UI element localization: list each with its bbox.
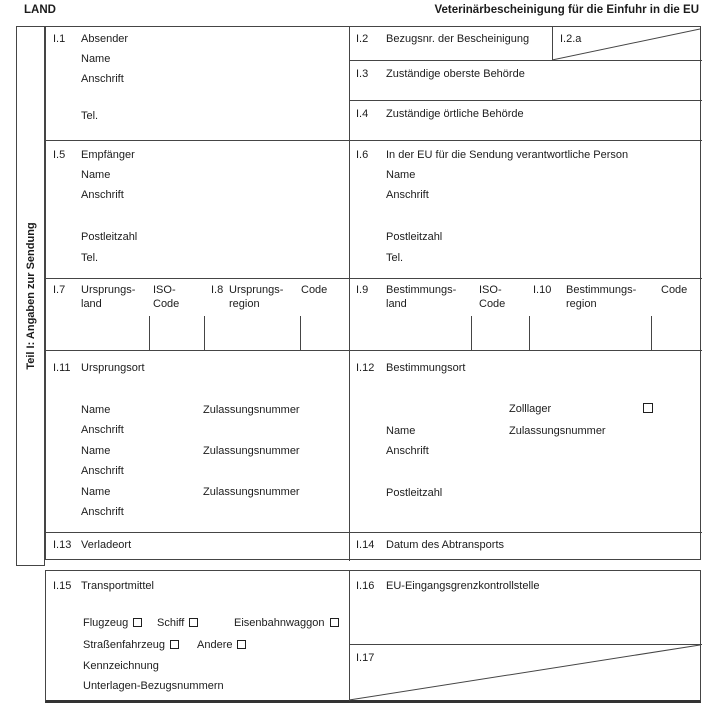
field-label: Unterlagen-Bezugsnummern [83,680,224,692]
field-label: Code [479,298,506,310]
field-label: Name [81,445,111,457]
field-title: Verladeort [81,539,132,551]
field-label: Anschrift [386,445,429,457]
form-grid-lower [45,570,701,703]
field-number: I.9 [356,284,369,296]
field-label: Anschrift [81,189,124,201]
schiff-checkbox[interactable] [189,618,198,627]
andere-checkbox[interactable] [237,640,246,649]
field-label: Code [153,298,180,310]
cell-i4-oertliche-behoerde [349,100,702,140]
cell-i16-grenzkontrollstelle [349,571,702,644]
field-title: Bestimmungsort [386,362,466,374]
field-label: Anschrift [81,506,124,518]
field-title: Ursprungs- [229,284,284,296]
checkbox-option-strassenfahrzeug [83,639,179,652]
field-label: Zulassungsnummer [203,404,300,416]
checkbox-option-schiff [157,617,198,630]
field-label: Name [386,425,416,437]
field-title: land [81,298,102,310]
field-label: ISO- [479,284,502,296]
field-number: I.10 [533,284,552,296]
field-label: Anschrift [81,465,124,477]
field-label: Zulassungsnummer [203,486,300,498]
field-title: Transportmittel [81,580,154,592]
field-label: Name [81,169,111,181]
page-title: Veterinärbescheinigung für die Einfuhr in die EU [434,4,699,16]
field-label: Tel. [81,110,99,122]
cell-i6-verantwortliche-person [349,140,702,278]
part-one-label: Teil I: Angaben zur Sendung [24,222,37,370]
field-title: In der EU für die Sendung verantwortliche Person [386,149,629,161]
field-title: Zuständige oberste Behörde [386,68,525,80]
option-label: Straßenfahrzeug [83,639,165,651]
cell-i11-ursprungsort [46,350,349,532]
field-label: Anschrift [81,73,124,85]
field-title: region [229,298,260,310]
cell-i9-i10-bestimmung [349,278,702,350]
field-label: Zulassungsnummer [203,445,300,457]
zolllager-checkbox[interactable] [643,403,653,413]
field-number: I.7 [53,284,66,296]
field-number: I.13 [53,539,72,551]
field-title: Bezugsnr. der Bescheinigung [386,33,530,45]
field-number: I.3 [356,68,369,80]
field-label: Name [81,404,111,416]
field-label: Kennzeichnung [83,660,159,672]
field-title: EU-Eingangsgrenzkontrollstelle [386,580,540,592]
diagonal-strikethrough [552,27,700,60]
cell-i7-i8-ursprung [46,278,349,350]
field-number: I.2 [356,33,369,45]
field-number: I.1 [53,33,66,45]
field-number: I.6 [356,149,369,161]
field-number: I.17 [356,652,375,664]
part-one-sidebar [16,26,45,566]
field-number: I.14 [356,539,375,551]
field-label: Code [301,284,328,296]
field-label: Anschrift [81,424,124,436]
option-label: Flugzeug [83,617,129,629]
field-number: I.8 [211,284,224,296]
checkbox-option-andere [197,639,246,652]
field-number: I.11 [53,362,71,374]
field-number: I.15 [53,580,72,592]
cell-i2-bezugsnummer [349,27,552,60]
field-title: Absender [81,33,129,45]
field-title: Datum des Abtransports [386,539,505,551]
strassenfahrzeug-checkbox[interactable] [170,640,179,649]
field-label: Anschrift [386,189,429,201]
field-label: Zulassungsnummer [509,425,606,437]
checkbox-option-flugzeug [83,617,142,630]
cell-i3-oberste-behoerde [349,60,702,100]
option-label: Schiff [157,617,185,629]
field-number: I.4 [356,108,369,120]
field-label: Postleitzahl [386,231,443,243]
field-number: I.2.a [560,33,582,45]
field-title: Ursprungsort [81,362,145,374]
field-title: Empfänger [81,149,135,161]
field-label: Tel. [81,252,99,264]
field-title: Bestimmungs- [386,284,457,296]
option-label: Andere [197,639,233,651]
cell-i14-datum-abtransport [349,532,702,561]
field-title: Bestimmungs- [566,284,637,296]
field-number: I.12 [356,362,375,374]
cell-i13-verladeort [46,532,349,561]
field-label: Postleitzahl [386,487,443,499]
country-label: LAND [24,4,56,16]
field-label: Tel. [386,252,404,264]
field-title: region [566,298,597,310]
form-grid-upper [45,26,701,560]
field-title: land [386,298,407,310]
field-label: Name [386,169,416,181]
cell-i1-absender [46,27,349,140]
flugzeug-checkbox[interactable] [133,618,142,627]
zolllager-label: Zolllager [509,403,552,415]
checkbox-option-eisenbahnwaggon [234,617,339,630]
cell-i5-empfaenger [46,140,349,278]
eisenbahnwaggon-checkbox[interactable] [330,618,339,627]
cell-i17 [349,644,700,701]
field-label: Postleitzahl [81,231,138,243]
diagonal-strikethrough [349,644,700,701]
cell-i12-bestimmungsort [349,350,702,532]
field-label: Code [661,284,688,296]
field-title: Ursprungs- [81,284,136,296]
field-label: Name [81,486,111,498]
field-number: I.5 [53,149,66,161]
option-label: Eisenbahnwaggon [234,617,325,629]
field-number: I.16 [356,580,375,592]
field-label: ISO- [153,284,176,296]
cell-i2a [552,27,700,60]
field-label: Name [81,53,111,65]
field-title: Zuständige örtliche Behörde [386,108,524,120]
cell-i15-transportmittel [46,571,349,701]
